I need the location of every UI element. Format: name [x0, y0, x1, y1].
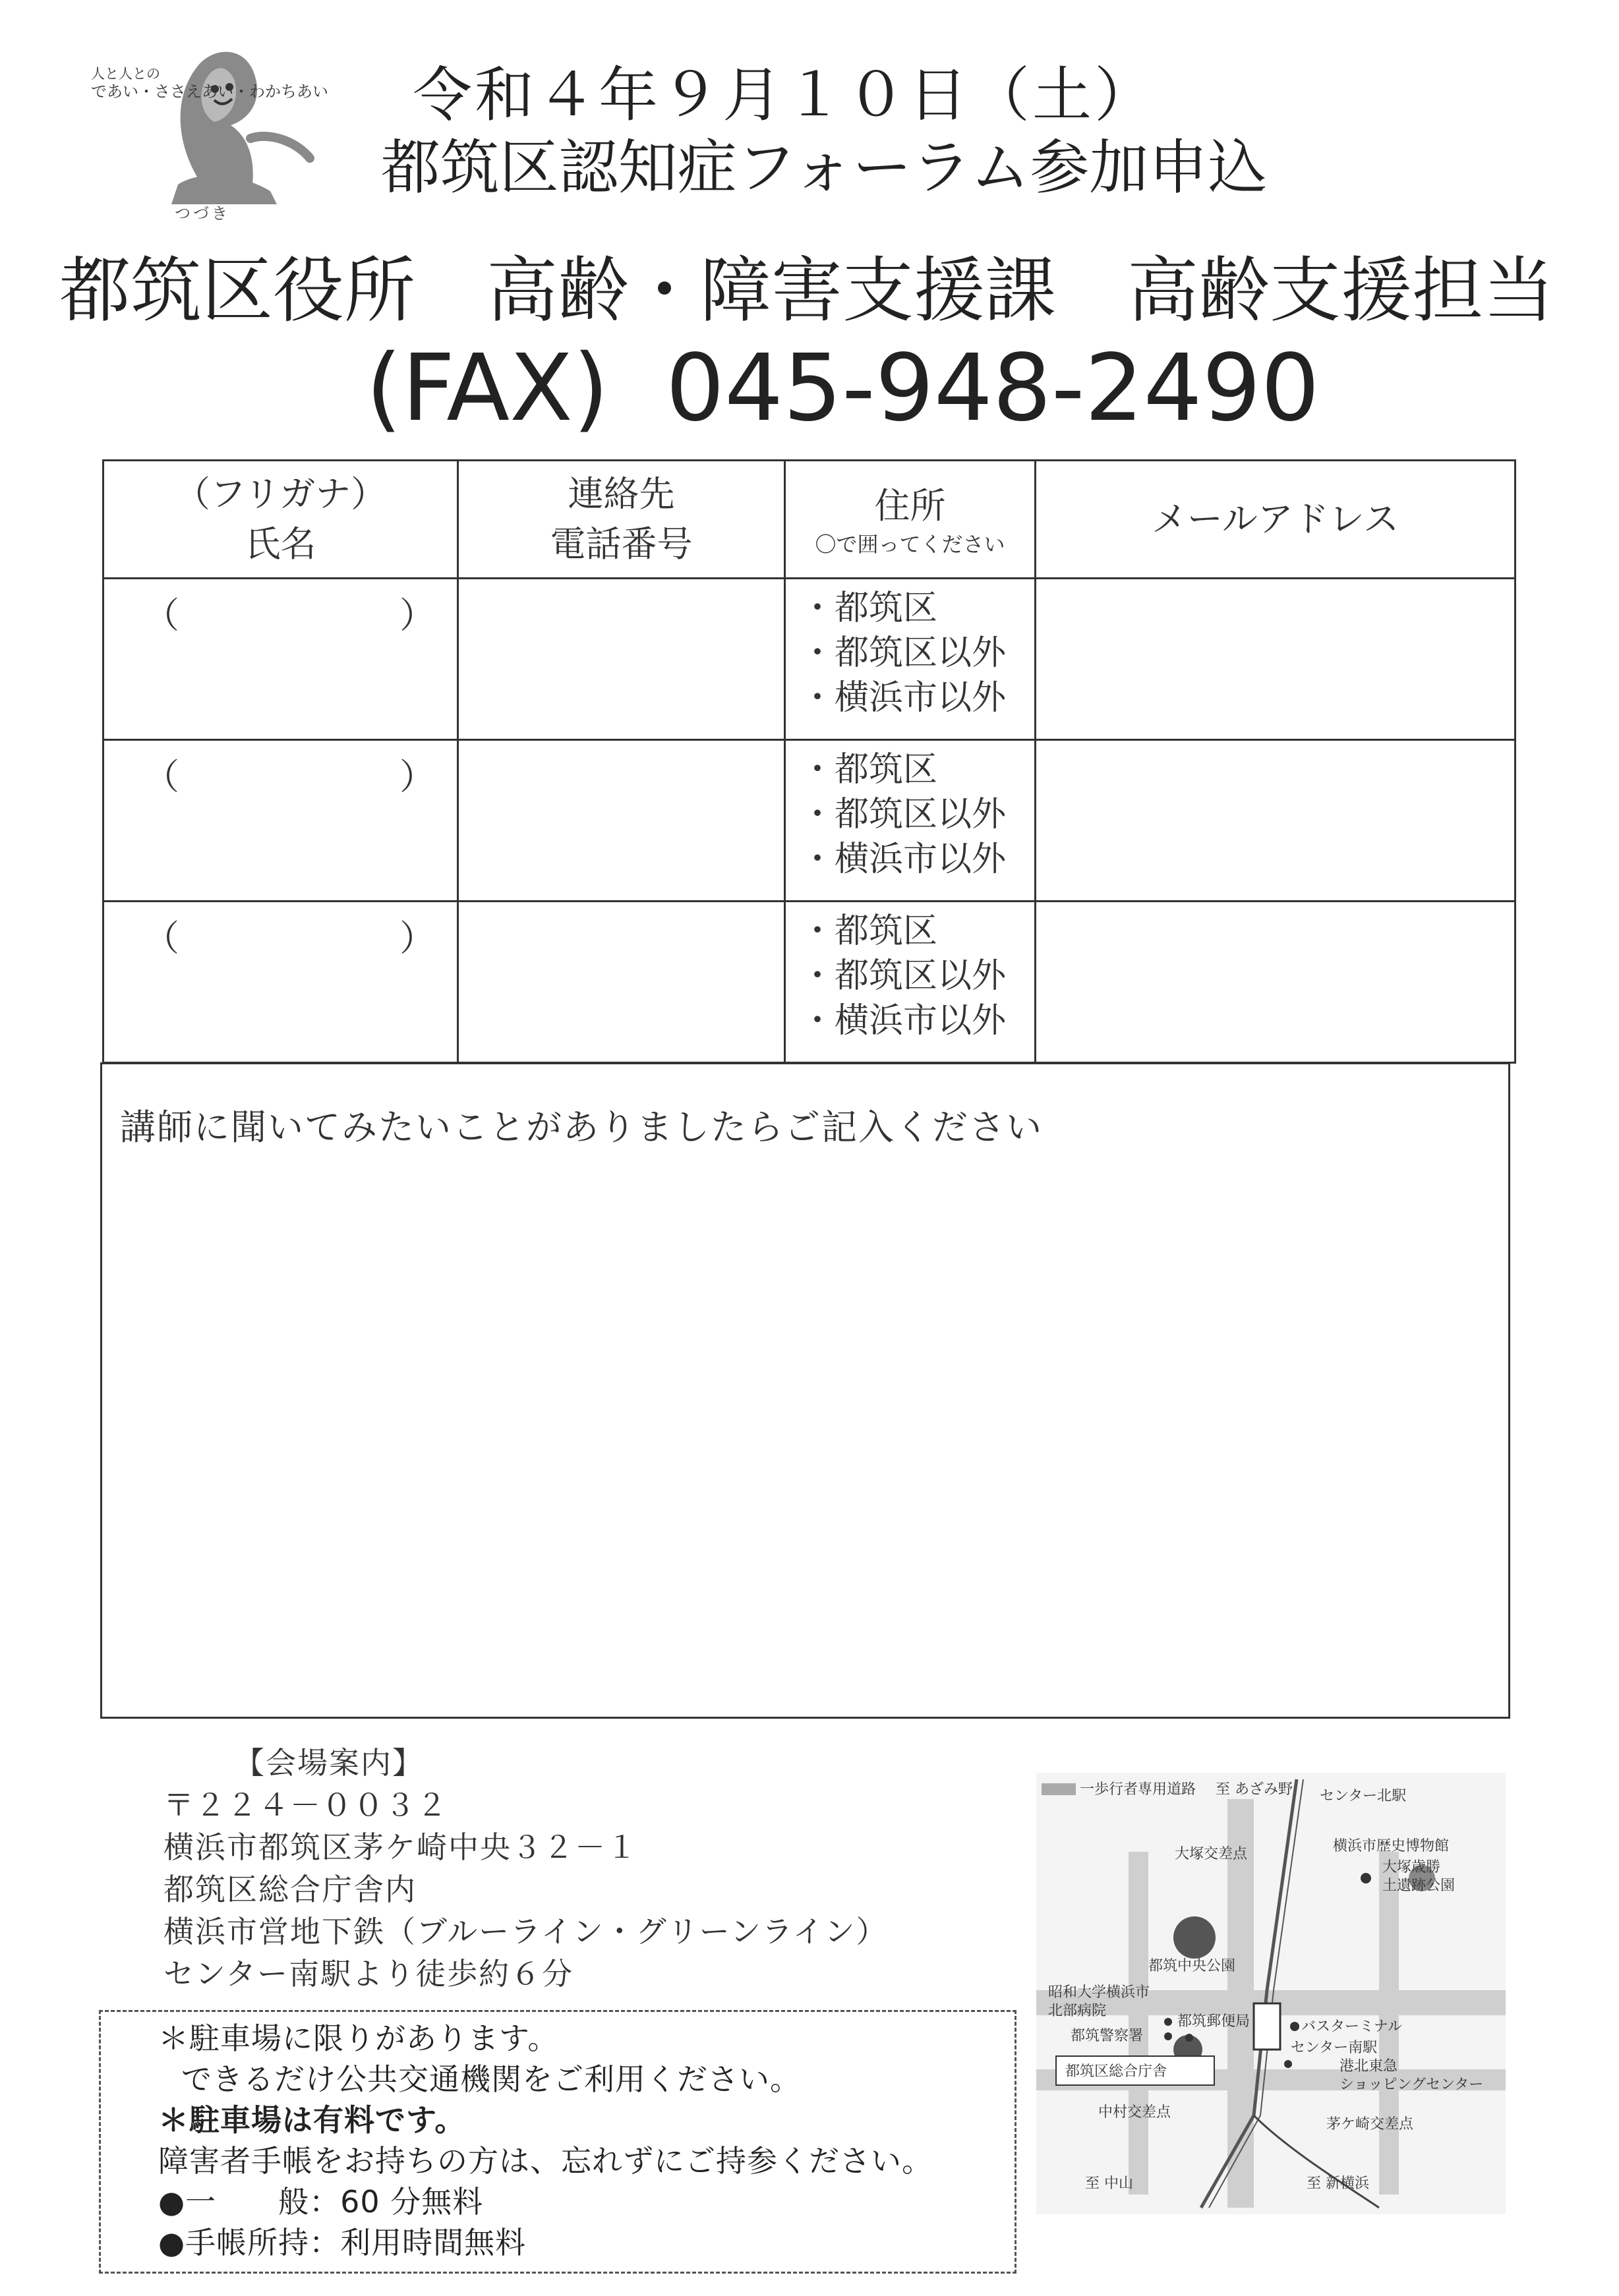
header-address — [785, 461, 1036, 579]
event-title: 都筑区認知症フォーラム参加申込 — [380, 133, 1268, 202]
fax-number: 045-948-2490 — [666, 335, 1320, 442]
header-contact — [458, 461, 785, 579]
center-minami-station — [1254, 2003, 1280, 2050]
question-prompt: 講師に聞いてみたいことがありましたらご記入ください — [120, 1106, 1043, 1148]
logo-caption: つづき — [175, 204, 230, 223]
map-showa-2: 北部病院 — [1048, 2003, 1107, 2019]
address-option-outside-yokohama[interactable]: ・横浜市以外 — [800, 840, 1007, 879]
paren-close: ） — [399, 756, 435, 797]
name-field[interactable] — [103, 902, 458, 1063]
map-center-kita: センター北駅 — [1320, 1788, 1407, 1804]
parking-line5: ●一 般：60 分無料 — [158, 2184, 484, 2220]
address-options[interactable] — [785, 579, 1036, 740]
map-otsuka-site-2: 土遺跡公園 — [1382, 1878, 1456, 1894]
map-otsuka-site-1: 大塚歳勝 — [1382, 1859, 1441, 1876]
venue-address: 横浜市都筑区茅ケ崎中央３２－１ — [163, 1829, 638, 1865]
map-chosha: 都筑区総合庁舎 — [1065, 2063, 1167, 2080]
address-option-tsuzuki[interactable]: ・都筑区 — [800, 750, 938, 789]
parking-line2: できるだけ公共交通機関をご利用ください。 — [181, 2061, 801, 2097]
map-to-azamino: 至 あざみ野 — [1216, 1781, 1293, 1798]
paren-close: ） — [399, 917, 435, 959]
header-address-label: 住所 — [874, 485, 946, 527]
map-otsuka: 大塚交差点 — [1175, 1846, 1248, 1862]
venue-map — [1036, 1773, 1506, 2214]
map-center-minami: センター南駅 — [1291, 2040, 1378, 2056]
map-history-museum: 横浜市歴史博物館 — [1333, 1838, 1450, 1854]
logo-slogan-line1: 人と人との — [91, 66, 160, 82]
email-field[interactable] — [1036, 740, 1516, 902]
header-contact-line2: 電話番号 — [550, 523, 693, 565]
address-option-tsuzuki[interactable]: ・都筑区 — [800, 911, 938, 951]
address-option-tsuzuki[interactable]: ・都筑区 — [800, 588, 938, 628]
paren-close: ） — [399, 594, 435, 636]
parking-line6: ●手帳所持：利用時間無料 — [158, 2225, 527, 2260]
map-nakamura: 中村交差点 — [1098, 2104, 1171, 2121]
map-chigasaki: 茅ケ崎交差点 — [1326, 2116, 1414, 2133]
map-central-park: 都筑中央公園 — [1148, 1958, 1236, 1974]
name-field[interactable] — [103, 740, 458, 902]
map-police: 都筑警察署 — [1071, 2028, 1144, 2044]
header-contact-line1: 連絡先 — [568, 473, 675, 515]
address-option-outside-tsuzuki[interactable]: ・都筑区以外 — [800, 956, 1007, 996]
address-options[interactable] — [785, 740, 1036, 902]
question-textarea[interactable] — [100, 1062, 1510, 1719]
map-bus: バスターミナル — [1301, 2019, 1402, 2035]
venue-heading: 【会場案内】 — [234, 1745, 424, 1781]
header-name-label: 氏名 — [245, 523, 316, 565]
address-option-outside-tsuzuki[interactable]: ・都筑区以外 — [800, 633, 1007, 673]
map-showa-1: 昭和大学横浜市 — [1048, 1984, 1150, 2001]
phone-field[interactable] — [458, 902, 785, 1063]
map-tokyu-2: ショッピングセンター — [1339, 2077, 1484, 2093]
map-post: 都筑郵便局 — [1177, 2013, 1251, 2030]
address-option-outside-tsuzuki[interactable]: ・都筑区以外 — [800, 795, 1007, 834]
fax-label: (FAX) — [366, 335, 609, 442]
central-park-marker — [1173, 1916, 1216, 1959]
office-name: 都筑区役所 高齢・障害支援課 高齢支援担当 — [59, 250, 1555, 332]
parking-line3: ＊駐車場は有料です。 — [158, 2102, 466, 2138]
name-field[interactable] — [103, 579, 458, 740]
venue-postal: 〒２２４－００３２ — [163, 1787, 448, 1823]
table-row — [103, 902, 1516, 1063]
address-option-outside-yokohama[interactable]: ・横浜市以外 — [800, 678, 1007, 718]
map-tokyu-1: 港北東急 — [1339, 2058, 1398, 2075]
address-options[interactable] — [785, 902, 1036, 1063]
header-name-furigana: （フリガナ） — [174, 473, 387, 515]
tsuzuki-mascot-logo — [99, 26, 336, 224]
map-to-shinyokohama: 至 新横浜 — [1307, 2175, 1369, 2192]
table-row — [103, 579, 1516, 740]
paren-open: （ — [144, 756, 179, 797]
phone-field[interactable] — [458, 579, 785, 740]
parking-line1: ＊駐車場に限りがあります。 — [158, 2021, 559, 2056]
logo-slogan — [91, 66, 341, 101]
table-row — [103, 740, 1516, 902]
email-field[interactable] — [1036, 902, 1516, 1063]
event-date: 令和４年９月１０日（土） — [413, 61, 1156, 130]
email-field[interactable] — [1036, 579, 1516, 740]
paren-open: （ — [144, 594, 179, 636]
header-email — [1036, 461, 1516, 579]
parking-line4: 障害者手帳をお持ちの方は、忘れずにご持参ください。 — [158, 2143, 933, 2179]
application-table — [102, 459, 1516, 1064]
venue-transit: 横浜市営地下鉄（ブルーライン・グリーンライン） — [163, 1914, 888, 1949]
table-header-row — [103, 461, 1516, 579]
address-option-outside-yokohama[interactable]: ・横浜市以外 — [800, 1001, 1007, 1041]
header-email-label: メールアドレス — [1151, 498, 1399, 540]
paren-open: （ — [144, 917, 179, 959]
venue-walk: センター南駅より徒歩約６分 — [163, 1956, 574, 1992]
header-name — [103, 461, 458, 579]
map-to-nakayama: 至 中山 — [1085, 2175, 1133, 2192]
phone-field[interactable] — [458, 740, 785, 902]
map-legend: 一歩行者専用道路 — [1080, 1781, 1196, 1798]
header-address-note: 〇で囲ってください — [815, 532, 1005, 557]
logo-slogan-line2: であい・ささえあい・わかちあい — [91, 82, 328, 101]
venue-building: 都筑区総合庁舎内 — [163, 1872, 417, 1907]
